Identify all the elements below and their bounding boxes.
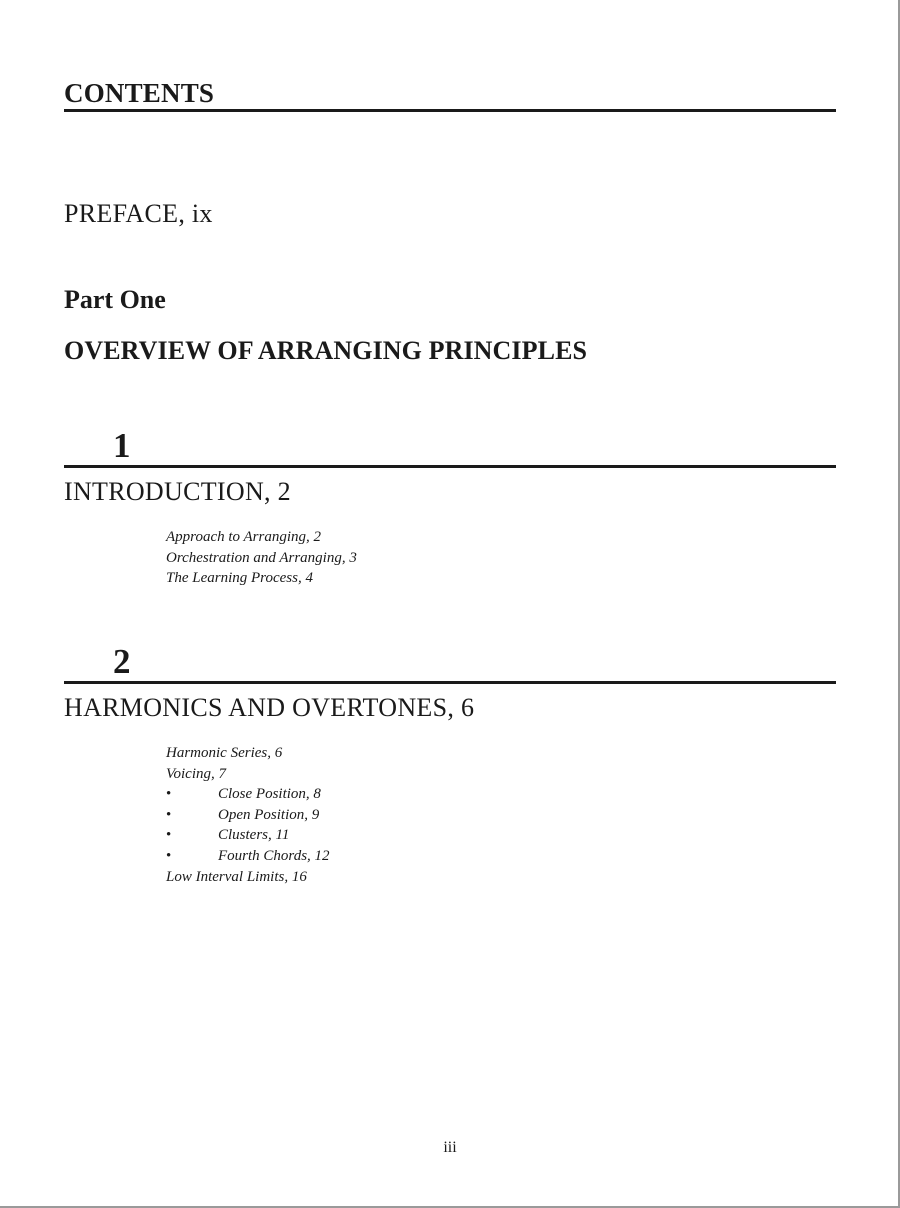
chapter-1-entries — [166, 527, 357, 589]
chapter-1-entry — [166, 568, 357, 589]
entry-text: Orchestration and Arranging, 3 — [166, 549, 357, 566]
chapter-2-title: HARMONICS AND OVERTONES, 6 — [64, 693, 475, 722]
part-title: OVERVIEW OF ARRANGING PRINCIPLES — [64, 336, 588, 365]
bullet-icon: • — [166, 786, 172, 803]
bullet-icon: • — [166, 847, 172, 864]
chapter-1-title: INTRODUCTION, 2 — [64, 477, 291, 506]
entry-text: The Learning Process, 4 — [166, 570, 313, 587]
chapter-1-number: 1 — [113, 426, 131, 465]
chapter-2-entries — [166, 743, 330, 887]
chapter-1-entry — [166, 527, 357, 548]
entry-text: Open Position, 9 — [218, 806, 320, 823]
bullet-icon: • — [166, 806, 172, 823]
chapter-2-entry — [166, 867, 330, 888]
chapter-2-entry — [166, 805, 330, 826]
chapter-2-entry — [166, 764, 330, 785]
chapter-2-entry — [166, 784, 330, 805]
entry-text: Clusters, 11 — [218, 827, 290, 844]
chapter-2-entry — [166, 743, 330, 764]
chapter-2-entry — [166, 825, 330, 846]
chapter-2-number: 2 — [113, 642, 131, 681]
contents-rule — [64, 109, 836, 112]
contents-heading: CONTENTS — [64, 78, 215, 108]
chapter-2-rule — [64, 681, 836, 684]
preface-entry: PREFACE, ix — [64, 199, 213, 228]
entry-text: Low Interval Limits, 16 — [166, 868, 307, 885]
entry-text: Voicing, 7 — [166, 765, 226, 782]
bullet-icon: • — [166, 827, 172, 844]
entry-text: Harmonic Series, 6 — [166, 745, 283, 761]
entry-text: Close Position, 8 — [218, 786, 321, 803]
chapter-1-rule — [64, 465, 836, 468]
page-number: iii — [443, 1139, 457, 1156]
chapter-2-entry — [166, 846, 330, 867]
entry-text: Fourth Chords, 12 — [218, 847, 330, 864]
part-label: Part One — [64, 285, 166, 314]
entry-text: Approach to Arranging, 2 — [166, 529, 322, 545]
chapter-1-entry — [166, 548, 357, 569]
